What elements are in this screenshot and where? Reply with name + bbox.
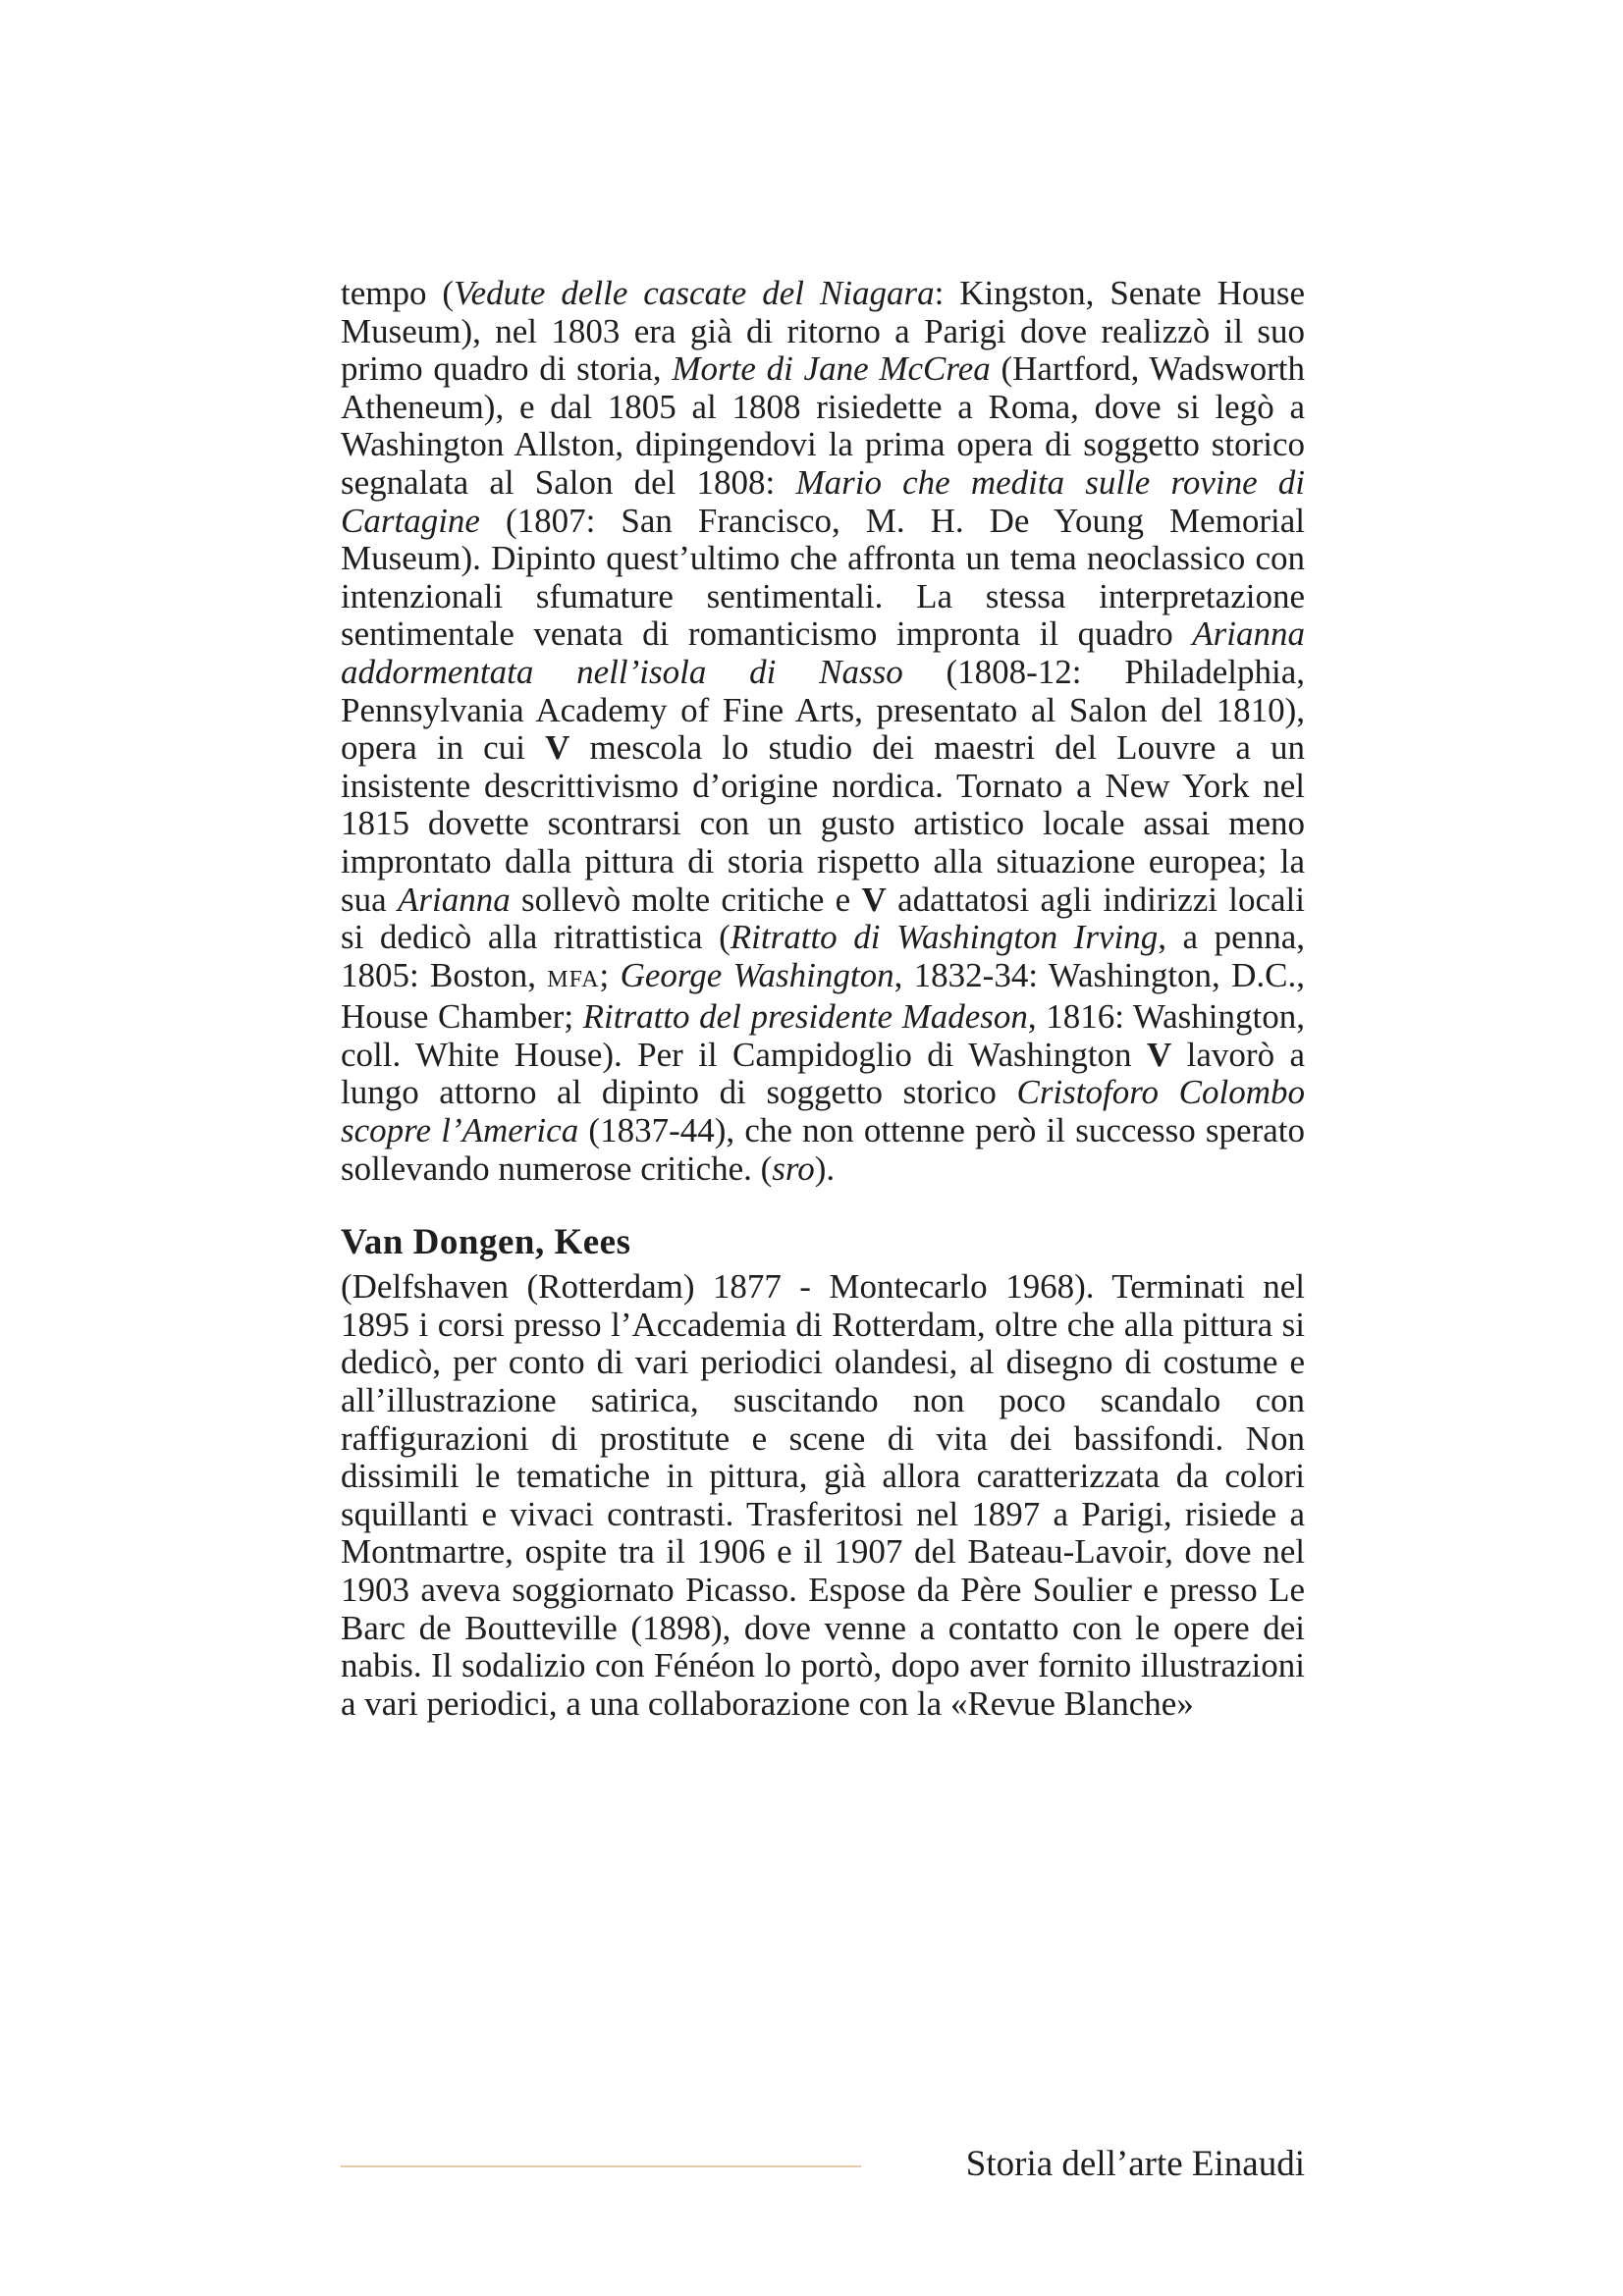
smallcaps-run: MFA: [547, 966, 600, 992]
entry-title: Van Dongen, Kees: [341, 1222, 631, 1263]
article-continued: [341, 275, 1305, 1188]
italic-run: George Washington: [620, 955, 894, 994]
italic-run: Mario che medita sulle rovine di Cartagine: [341, 462, 1305, 540]
entry-paragraph: (Delfshaven (Rotterdam) 1877 - Montecarlo 1968). Terminati nel 1895 i corsi presso l’Accademia di Rotterdam, oltre che alla pittura si dedicò, per conto di vari periodici olandesi, al disegno di costume e all’illustrazione satirica, suscitando non poco scandalo con raffigurazioni di prostitute e scene di vita dei bassifondi. Non dissimili le tematiche in pittura, già allora caratterizzata da colori squillanti e vivaci contrasti. Trasferitosi nel 1897 a Parigi, risiede a Montmartre, ospite tra il 1906 e il 1907 del Bateau-Lavoir, dove nel 1903 aveva soggiornato Picasso. Espose da Père Soulier e presso Le Barc de Boutteville (1898), dove venne a contatto con le opere dei nabis. Il sodalizio con Fénéon lo portò, dopo aver fornito illustrazioni a vari periodici, a una collaborazione con la «Revue Blanche»: [341, 1267, 1305, 1723]
italic-run: Ritratto del presidente Madeson: [582, 997, 1028, 1037]
italic-run: Morte di Jane McCrea: [672, 349, 991, 389]
italic-run: Arianna: [397, 880, 511, 919]
bold-run: V: [1146, 1035, 1172, 1074]
italic-run: sro: [772, 1148, 815, 1188]
italic-run: Arianna addormentata nell’isola di Nasso: [341, 614, 1305, 691]
page-content: [341, 275, 1305, 1723]
footer-rule: [341, 2165, 861, 2167]
italic-run: Ritratto di Washington Irving: [730, 918, 1159, 957]
italic-run: Cristoforo Colombo scopre l’America: [341, 1073, 1305, 1150]
footer-publisher: Storia dell’arte Einaudi: [965, 2144, 1305, 2184]
bold-run: V: [861, 880, 887, 919]
article-paragraph: tempo (Vedute delle cascate del Niagara: Kingston, Senate House Museum), nel 1803 era già di ritorno a Parigi dove realizzò il suo primo quadro di storia, Morte di Jane McCrea (Hartford, Wadsworth Atheneum), e dal 1805 al 1808 risiedette a Roma, dove si legò a Washington Allston, dipingendovi la prima opera di soggetto storico segnalata al Salon del 1808: Mario che medita sulle rovine di Cartagine (1807: San Francisco, M. H. De Young Memorial Museum). Dipinto quest’ultimo che affronta un tema neoclassico con intenzionali sfumature sentimentali. La stessa interpretazione sentimentale venata di romanticismo impronta il quadro Arianna addormentata nell’isola di Nasso (1808-12: Philadelphia, Pennsylvania Academy of Fine Arts, presentato al Salon del 1810), opera in cui V mescola lo studio dei maestri del Louvre a un insistente descrittivismo d’origine nordica. Tornato a New York nel 1815 dovette scontrarsi con un gusto artistico locale assai meno improntato dalla pittura di storia rispetto alla situazione europea; la sua Arianna sollevò molte critiche e V adattatosi agli indirizzi locali si dedicò alla ritrattistica (Ritratto di Washington Irving, a penna, 1805: Boston, MFA; George Washington, 1832-34: Washington, D.C., House Chamber; Ritratto del presidente Madeson, 1816: Washington, coll. White House). Per il Campidoglio di Washington V lavorò a lungo attorno al dipinto di soggetto storico Cristoforo Colombo scopre l’America (1837-44), che non ottenne però il successo sperato sollevando numerose critiche. (sro).: [341, 274, 1306, 1188]
italic-run: Vedute delle cascate del Niagara: [454, 274, 935, 312]
bold-run: V: [545, 728, 570, 768]
page-footer: [341, 2140, 1305, 2189]
entry-van-dongen: [341, 1221, 1305, 1723]
